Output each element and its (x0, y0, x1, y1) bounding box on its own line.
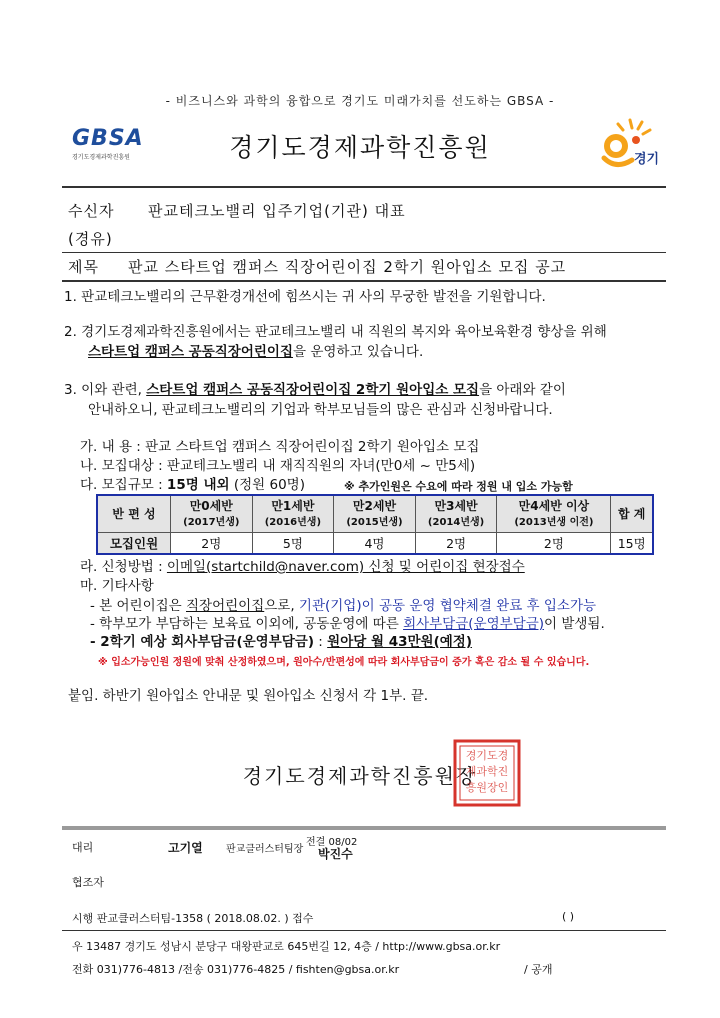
paragraph-3-line2: 안내하오니, 판교테크노밸리의 기업과 학부모님들의 많은 관심과 신청바랍니다. (88, 402, 553, 418)
item-size-rest: (정원 60명) (229, 477, 305, 493)
paragraph-3-rest: 을 아래와 같이 (479, 382, 566, 398)
gbsa-logo-word: GBSA (72, 126, 144, 151)
official-seal (452, 738, 522, 808)
etc1-underline: 직장어린이집 (186, 598, 265, 614)
table-col-total: 합 계 (611, 495, 653, 533)
slogan: - 비즈니스와 과학의 융합으로 경기도 미래가치를 선도하는 GBSA - (165, 94, 555, 108)
etc2-blue: 회사부담금(운영부담금) (403, 616, 545, 632)
drafter-name: 고기열 (168, 841, 203, 855)
via-label: (경유) (68, 230, 113, 248)
table-col-3 (415, 495, 497, 533)
table-header-row (97, 495, 653, 533)
col-name: 만1세반 (271, 498, 315, 513)
recruitment-title: 스타트업 캠퍼스 공동직장어린이집 2학기 원아입소 모집 (146, 382, 480, 398)
table-col-0 (171, 495, 253, 533)
item-method-label: 라. 신청방법 : (80, 559, 167, 575)
col-name: 만4세반 이상 (518, 498, 590, 513)
item-size (80, 475, 305, 495)
table-row (97, 533, 653, 555)
col-year: (2017년생) (183, 516, 240, 528)
etc1-blue: 기관(기업)이 공동 운영 협약체결 완료 후 입소가능 (298, 598, 597, 614)
col-year: (2014년생) (427, 516, 485, 528)
item-size-note: ※ 추가인원은 수요에 따라 정원 내 입소 가능함 (344, 480, 573, 493)
etc2-rest: 이 발생됨. (544, 616, 605, 632)
subject-value: 판교 스타트업 캠퍼스 직장어린이집 2학기 원아입소 모집 공고 (128, 258, 567, 276)
etc3-value: 원아당 월 43만원(예정) (327, 634, 473, 650)
approval-note: 전결 08/02 (306, 837, 358, 848)
table-col-4 (497, 495, 611, 533)
footer-divider (62, 930, 666, 931)
org-title: 경기도경제과학진흥원 (229, 133, 491, 162)
disclosure-label: / 공개 (524, 963, 553, 976)
execution-paren: ( ) (562, 910, 575, 923)
item-etc: 마. 기타사항 (80, 578, 154, 594)
approver-name: 박진수 (318, 847, 353, 861)
drafter-label: 대리 (72, 841, 94, 854)
etc-line-2 (90, 614, 605, 634)
etc3-sep: : (314, 634, 328, 650)
item-size-bold: 15명 내외 (166, 477, 230, 493)
table-cell: 2명 (171, 533, 253, 555)
gbsa-logo-subtitle: 경기도경제과학진흥원 (72, 154, 130, 161)
seal-text: 경기도경제과학진흥원장인 (465, 749, 509, 794)
etc1-prefix: - 본 어린이집은 (90, 598, 186, 614)
etc2-prefix: - 학부모가 부담하는 보육료 이외에, 공동운영에 따른 (90, 616, 404, 632)
etc-note: ※ 입소가능인원 정원에 맞춰 산정하였으며, 원아수/반편성에 따라 회사부담금이 증가 혹은 감소 될 수 있습니다. (98, 657, 590, 668)
header-rule (62, 186, 666, 188)
etc1-mid: 으로, (264, 598, 299, 614)
table-cell: 2명 (415, 533, 497, 555)
subject-rule (62, 280, 666, 282)
paragraph-1: 1. 판교테크노밸리의 근무환경개선에 힘쓰시는 귀 사의 무궁한 발전을 기원합니다. (64, 289, 546, 305)
etc-line-3 (90, 632, 472, 652)
item-size-label: 다. 모집규모 : (80, 477, 167, 493)
paragraph-2-line1: 2. 경기도경제과학진흥원에서는 판교테크노밸리 내 직원의 복지와 육아보육환경 향상을 위해 (64, 324, 607, 340)
table-row-label: 모집인원 (97, 533, 171, 555)
subject-label: 제목 (68, 258, 99, 276)
meta-rule (62, 252, 666, 253)
gyeonggi-logo (596, 116, 666, 172)
sender-title: 경기도경제과학진흥원장 (242, 764, 478, 788)
campus-daycare-name: 스타트업 캠퍼스 공동직장어린이집 (88, 344, 294, 360)
table-col-2 (334, 495, 416, 533)
recipient-value: 판교테크노밸리 입주기업(기관) 대표 (148, 202, 406, 220)
item-method (80, 557, 525, 577)
recipient-label: 수신자 (68, 202, 115, 220)
col-year: (2013년생 이전) (514, 516, 594, 528)
table-cell: 5명 (252, 533, 334, 555)
footer-rule (62, 826, 666, 830)
table-header-label: 반 편 성 (97, 495, 171, 533)
execution-line: 시행 판교클러스터팀-1358 ( 2018.08.02. ) 접수 (72, 912, 314, 925)
etc3-bold: - 2학기 예상 회사부담금(운영부담금) (90, 634, 315, 650)
paragraph-2-rest: 을 운영하고 있습니다. (293, 344, 424, 360)
table-cell: 4명 (334, 533, 416, 555)
col-year: (2016년생) (264, 516, 322, 528)
col-year: (2015년생) (346, 516, 403, 528)
item-method-value: 이메일(startchild@naver.com) 신청 및 어린이집 현장접수 (166, 559, 525, 575)
paragraph-2-line2 (88, 342, 423, 362)
item-content: 가. 내 용 : 판교 스타트업 캠퍼스 직장어린이집 2학기 원아입소 모집 (80, 439, 480, 455)
paragraph-3-prefix: 3. 이와 관련, (64, 382, 147, 398)
item-target: 나. 모집대상 : 판교테크노밸리 내 재직직원의 자녀(만0세 ~ 만5세) (80, 458, 476, 474)
gyeonggi-logo-text: 경기 (634, 152, 660, 167)
table-cell-total: 15명 (611, 533, 653, 555)
recruitment-table (96, 494, 654, 555)
phone-line: 전화 031)776-4813 /전송 031)776-4825 / fishten@gbsa.or.kr (72, 963, 400, 976)
col-name: 만3세반 (434, 498, 478, 513)
address-line: 우 13487 경기도 성남시 분당구 대왕판교로 645번길 12, 4층 / http://www.gbsa.or.kr (72, 940, 501, 953)
etc-line-1 (90, 596, 596, 616)
table-col-1 (252, 495, 334, 533)
table-cell: 2명 (497, 533, 611, 555)
cooperator-label: 협조자 (72, 876, 104, 889)
attachment-line: 붙임. 하반기 원아입소 안내문 및 원아입소 신청서 각 1부. 끝. (68, 688, 429, 704)
col-name: 만0세반 (189, 498, 233, 513)
approver-title: 판교클러스터팀장 (226, 844, 304, 855)
paragraph-3-line1 (64, 380, 566, 400)
col-name: 만2세반 (352, 498, 397, 513)
